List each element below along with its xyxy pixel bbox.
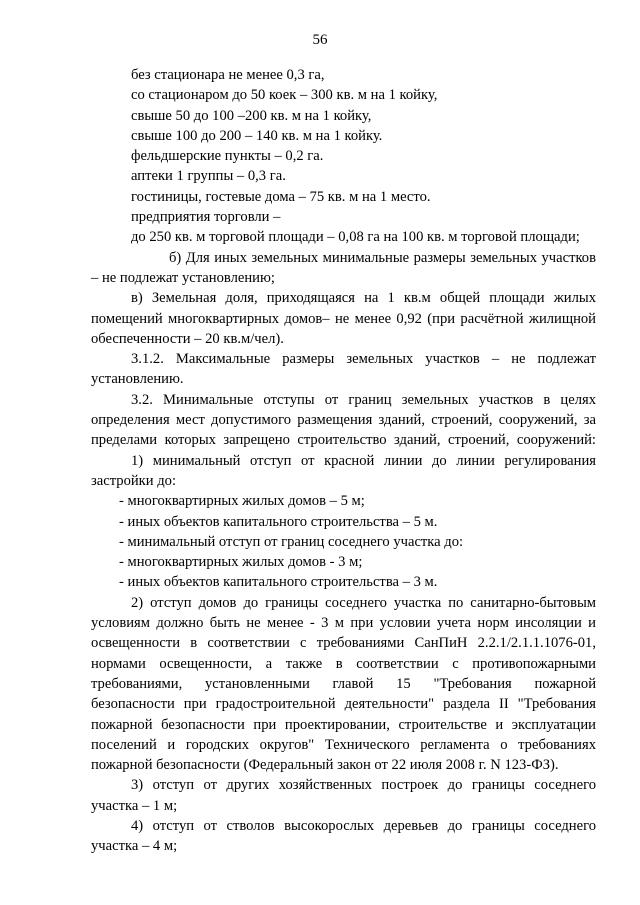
text-line: участка – 1 м; [91,797,178,814]
text-line: гостиницы, гостевые дома – 75 кв. м на 1 место. [131,188,431,205]
text-line: пожарной безопасности (Федеральный закон от 22 июля 2008 г. N 123-ФЗ). [91,757,559,774]
text-line: 3.2. Минимальные отступы от границ земельных участков в целях [131,391,596,408]
text-line: - иных объектов капитального строительства – 5 м. [119,513,438,530]
text-line: требованиями, установленными главой 15 "Требования пожарной [91,675,596,692]
text-line: безопасности при градостроительной деятельности" раздела II "Требования [91,696,596,713]
text-line: - иных объектов капитального строительства – 3 м. [119,574,438,591]
text-line: участка – 4 м; [91,838,178,855]
text-line: пожарной безопасности при проектировании, строительстве и эксплуатации [91,716,596,733]
text-line: нормами освещенности, а также в соответствии с противопожарными [91,655,596,672]
text-line: свыше 50 до 100 –200 кв. м на 1 койку, [131,107,372,124]
text-line: 3.1.2. Максимальные размеры земельных участков – не подлежат [131,351,596,368]
text-line: – не подлежат установлению; [91,269,275,286]
text-line: 2) отступ домов до границы соседнего участка по санитарно-бытовым [131,594,596,611]
text-line: со стационаром до 50 коек – 300 кв. м на 1 койку, [131,87,438,104]
page-number: 56 [312,32,328,48]
text-line: свыше 100 до 200 – 140 кв. м на 1 койку. [131,127,383,144]
text-line: условиям должно быть не менее - 3 м при условии учета норм инсоляции и [91,615,596,632]
text-line: - минимальный отступ от границ соседнего участка до: [119,533,464,550]
text-line: поселений и городских округов" Технического регламента о требованиях [91,736,596,753]
text-line: помещений многоквартирных домов– не менее 0,92 (при расчётной жилищной [91,310,596,327]
text-line: без стационара не менее 0,3 га, [131,67,325,83]
text-line: - многоквартирных жилых домов - 3 м; [119,554,363,571]
text-line: аптеки 1 группы – 0,3 га. [131,168,286,185]
text-line: пределами которых запрещено строительство зданий, строений, сооружений: [91,432,596,449]
text-line: установлению. [91,371,184,388]
text-line: б) Для иных земельных минимальные размеры земельных участков [169,249,596,266]
document-body [91,65,596,857]
text-line: обеспеченности – 20 кв.м/чел). [91,330,284,347]
text-line: фельдшерские пункты – 0,2 га. [131,148,324,165]
text-line: - многоквартирных жилых домов – 5 м; [119,493,365,510]
text-line: 4) отступ от стволов высокорослых деревьев до границы соседнего [131,817,596,834]
text-line: определения мест допустимого размещения зданий, строений, сооружений, за [91,412,596,429]
text-line: 1) минимальный отступ от красной линии до линии регулирования [131,452,596,469]
text-line: 3) отступ от других хозяйственных построек до границы соседнего [131,777,596,794]
text-line: до 250 кв. м торговой площади – 0,08 га на 100 кв. м торговой площади; [131,229,580,246]
text-line: предприятия торговли – [131,209,281,226]
text-line: застройки до: [91,472,177,489]
text-line: освещенности в соответствии с требованиями СанПиН 2.2.1/2.1.1.1076-01, [91,635,596,652]
text-line: в) Земельная доля, приходящаяся на 1 кв.м общей площади жилых [131,290,596,307]
